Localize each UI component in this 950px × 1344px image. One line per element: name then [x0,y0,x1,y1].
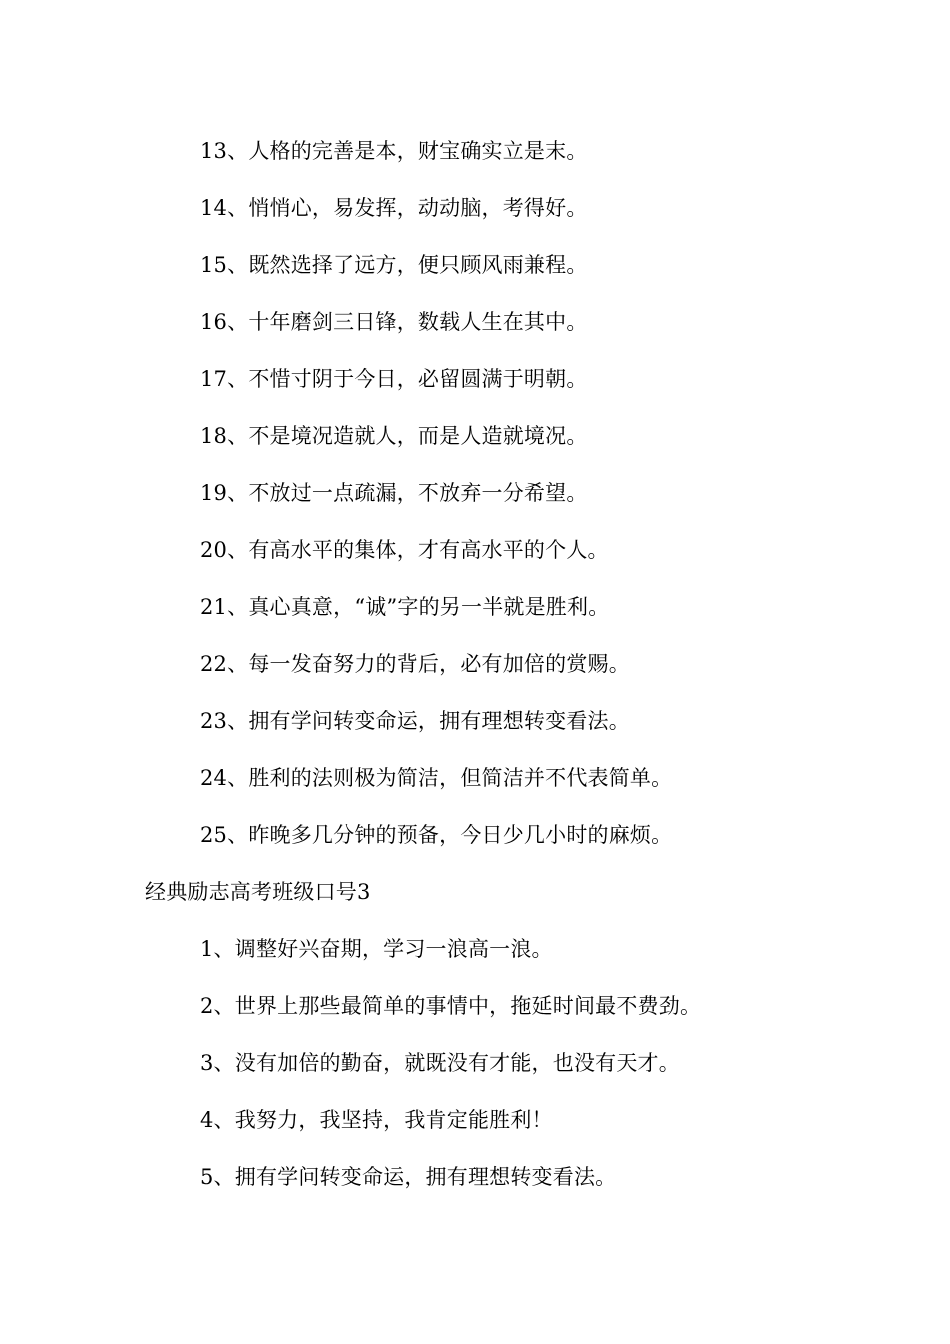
slogan-17: 17、不惜寸阴于今日，必留圆满于明朝。 [200,367,588,391]
slogan-18: 18、不是境况造就人，而是人造就境况。 [200,424,588,448]
slogan-19: 19、不放过一点疏漏，不放弃一分希望。 [200,481,588,505]
slogan-22: 22、每一发奋努力的背后，必有加倍的赏赐。 [200,652,630,676]
slogan-13: 13、人格的完善是本，财宝确实立是末。 [200,139,588,163]
slogan-s3-5: 5、拥有学问转变命运，拥有理想转变看法。 [200,1165,617,1189]
slogan-s3-2: 2、世界上那些最简单的事情中，拖延时间最不费劲。 [200,994,702,1018]
slogan-s3-4: 4、我努力，我坚持，我肯定能胜利！ [200,1108,553,1132]
slogan-25: 25、昨晚多几分钟的预备，今日少几小时的麻烦。 [200,823,673,847]
slogan-s3-3: 3、没有加倍的勤奋，就既没有才能，也没有天才。 [200,1051,680,1075]
slogan-20: 20、有高水平的集体，才有高水平的个人。 [200,538,609,562]
slogan-s3-1: 1、调整好兴奋期，学习一浪高一浪。 [200,937,553,961]
slogan-16: 16、十年磨剑三日锋，数载人生在其中。 [200,310,588,334]
slogan-23: 23、拥有学问转变命运，拥有理想转变看法。 [200,709,630,733]
slogan-15: 15、既然选择了远方，便只顾风雨兼程。 [200,253,588,277]
slogan-24: 24、胜利的法则极为简洁，但简洁并不代表简单。 [200,766,673,790]
slogan-21: 21、真心真意，“诚”字的另一半就是胜利。 [200,595,610,619]
section-heading: 经典励志高考班级口号3 [145,880,371,904]
slogan-14: 14、悄悄心，易发挥，动动脑，考得好。 [200,196,588,220]
